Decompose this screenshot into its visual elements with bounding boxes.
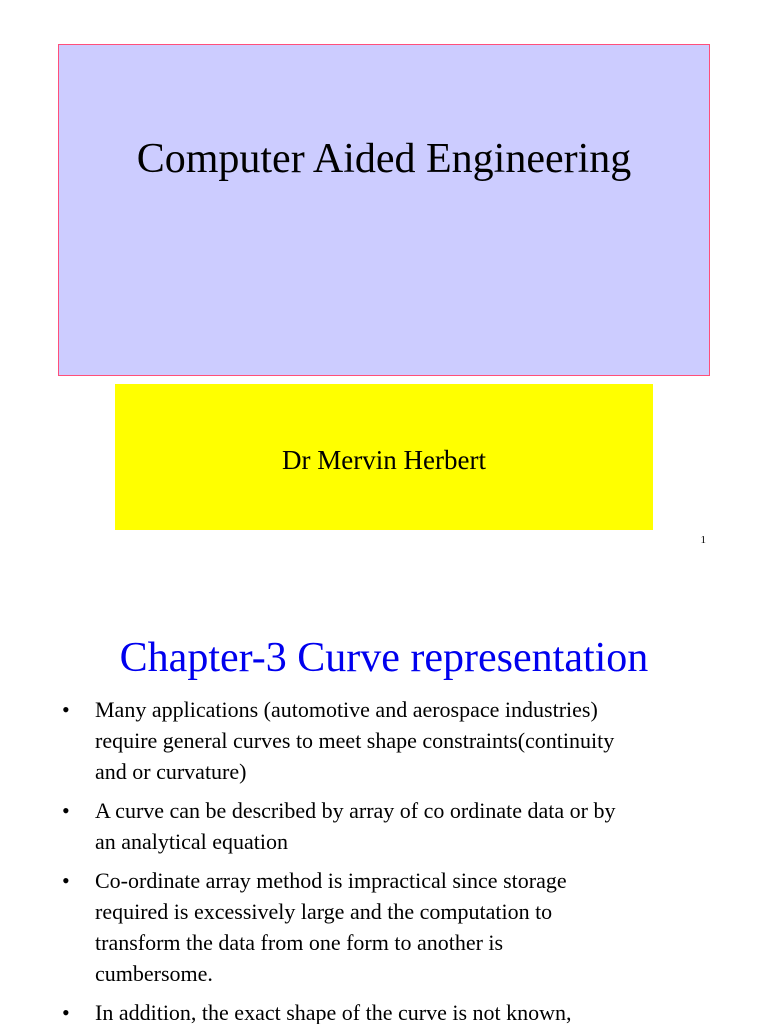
- author-name: Dr Mervin Herbert: [282, 445, 486, 475]
- bullet-icon: •: [62, 868, 70, 893]
- bullet-item: [62, 865, 742, 989]
- bullet-icon: •: [62, 1000, 70, 1024]
- title-panel: [58, 44, 710, 376]
- bullet-item: [62, 997, 742, 1024]
- bullet-line: transform the data from one form to another is: [95, 930, 504, 955]
- bullet-line: In addition, the exact shape of the curve is not known,: [95, 1000, 572, 1024]
- bullet-icon: •: [62, 697, 70, 722]
- page-number: 1: [700, 534, 706, 546]
- bullet-line: Co-ordinate array method is impractical since storage: [95, 868, 567, 893]
- bullet-item: [62, 795, 742, 857]
- chapter-title: Chapter-3 Curve representation: [119, 635, 649, 681]
- bullet-line: Many applications (automotive and aerospace industries): [95, 697, 598, 722]
- bullet-line: A curve can be described by array of co ordinate data or by: [95, 798, 616, 823]
- bullet-line: and or curvature): [95, 759, 247, 784]
- slide-title: Computer Aided Engineering: [136, 136, 632, 182]
- bullet-line: an analytical equation: [95, 829, 289, 854]
- bullet-item: [62, 694, 742, 787]
- bullet-line: require general curves to meet shape constraints(continuity: [95, 728, 615, 753]
- bullet-line: required is excessively large and the computation to: [95, 899, 553, 924]
- bullet-list: [62, 694, 742, 1024]
- bullet-line: cumbersome.: [95, 961, 213, 986]
- bullet-icon: •: [62, 798, 70, 823]
